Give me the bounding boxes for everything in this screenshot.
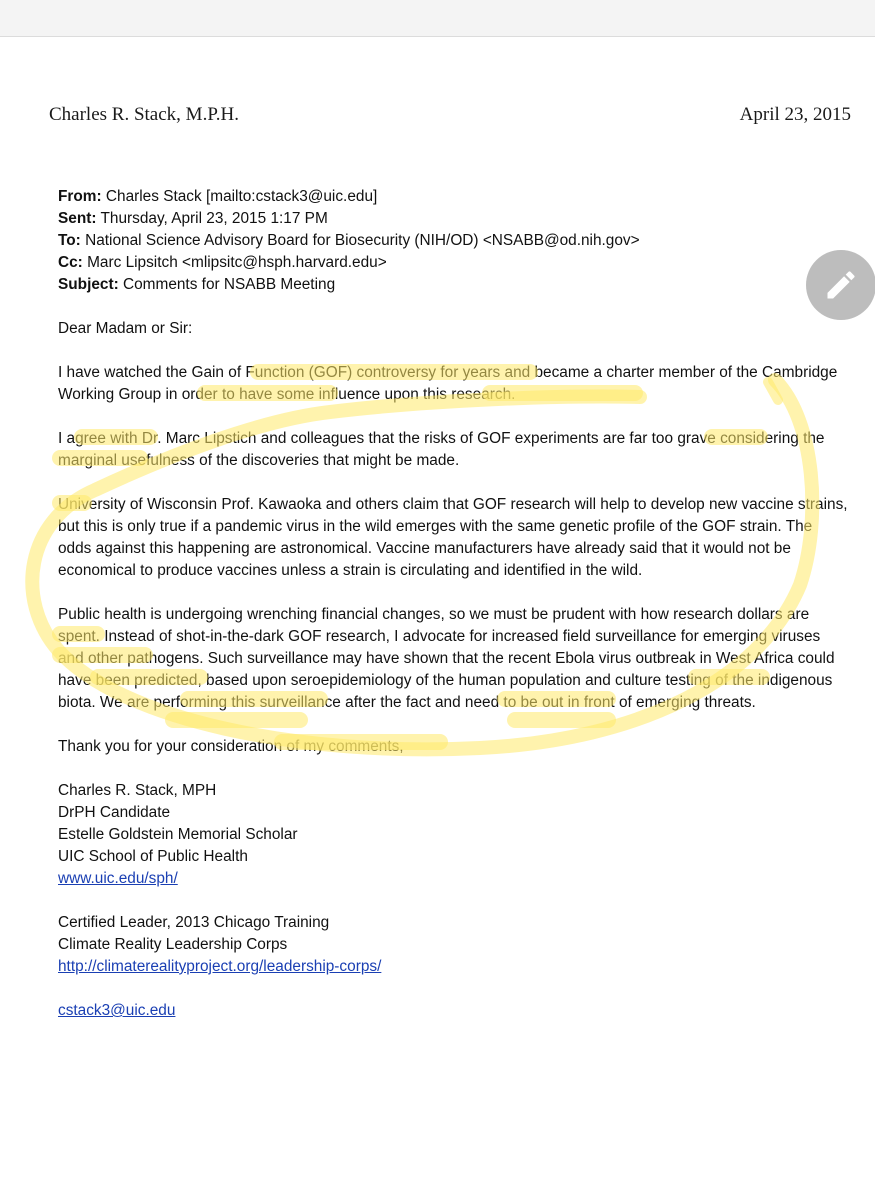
letterhead-date: April 23, 2015 <box>739 104 851 125</box>
email-link[interactable]: cstack3@uic.edu <box>58 1002 176 1019</box>
greeting: Dear Madam or Sir: <box>58 320 193 337</box>
cc-line <box>58 252 848 274</box>
signature-title-1: DrPH Candidate <box>58 804 171 821</box>
school-link[interactable]: www.uic.edu/sph/ <box>58 870 178 887</box>
signature-corps: Climate Reality Leadership Corps <box>58 936 288 953</box>
to-line <box>58 230 848 252</box>
signature-school: UIC School of Public Health <box>58 848 248 865</box>
from-label: From: <box>58 188 102 205</box>
signature-name: Charles R. Stack, MPH <box>58 782 217 799</box>
signature-cert: Certified Leader, 2013 Chicago Training <box>58 914 330 931</box>
sent-value: Thursday, April 23, 2015 1:17 PM <box>100 210 328 227</box>
corps-link[interactable]: http://climaterealityproject.org/leadership-corps/ <box>58 958 382 975</box>
letterhead-author: Charles R. Stack, M.P.H. <box>49 104 239 125</box>
subject-label: Subject: <box>58 276 119 293</box>
signature-title-2: Estelle Goldstein Memorial Scholar <box>58 826 298 843</box>
sent-line <box>58 208 848 230</box>
subject-line <box>58 274 848 296</box>
subject-value: Comments for NSABB Meeting <box>123 276 336 293</box>
paragraph-4: Public health is undergoing wrenching financial changes, so we must be prudent with how research dollars are spent. Instead of shot-in-the-dark GOF research, I advocate for increased field surveillance for emerging viruses and other pathogens. Such surveillance may have shown that the recent Ebola virus outbreak in West Africa could have been predicted, based upon seroepidemiology of the human population and culture testing of the indigenous biota. We are performing this surveillance after the fact and need to be out in front of emerging threats. <box>58 606 835 711</box>
email-headers <box>58 186 848 296</box>
cc-value: Marc Lipsitch <mlipsitc@hsph.harvard.edu> <box>87 254 387 271</box>
paragraph-1: I have watched the Gain of Function (GOF) controversy for years and became a charter member of the Cambridge Working Group in order to have some influence upon this research. <box>58 364 838 403</box>
viewer-top-bar <box>0 0 875 37</box>
email-body <box>58 186 848 1022</box>
paragraph-3: University of Wisconsin Prof. Kawaoka and others claim that GOF research will help to develop new vaccine strains, but this is only true if a pandemic virus in the wild emerges with the same genetic profile of the GOF strain. The odds against this happening are astronomical. Vaccine manufacturers have already said that it would not be economical to produce vaccines unless a strain is circulating and identified in the wild. <box>58 496 848 579</box>
signature-block <box>58 780 848 1022</box>
edit-button[interactable] <box>806 250 875 320</box>
to-label: To: <box>58 232 81 249</box>
pencil-icon <box>823 267 859 303</box>
sent-label: Sent: <box>58 210 97 227</box>
cc-label: Cc: <box>58 254 83 271</box>
closing: Thank you for your consideration of my comments, <box>58 738 404 755</box>
from-value: Charles Stack [mailto:cstack3@uic.edu] <box>105 188 378 205</box>
to-value: National Science Advisory Board for Biosecurity (NIH/OD) <NSABB@od.nih.gov> <box>85 232 640 249</box>
paragraph-2: I agree with Dr. Marc Lipstich and colleagues that the risks of GOF experiments are far too grave considering the marginal usefulness of the discoveries that might be made. <box>58 430 825 469</box>
from-line <box>58 186 848 208</box>
